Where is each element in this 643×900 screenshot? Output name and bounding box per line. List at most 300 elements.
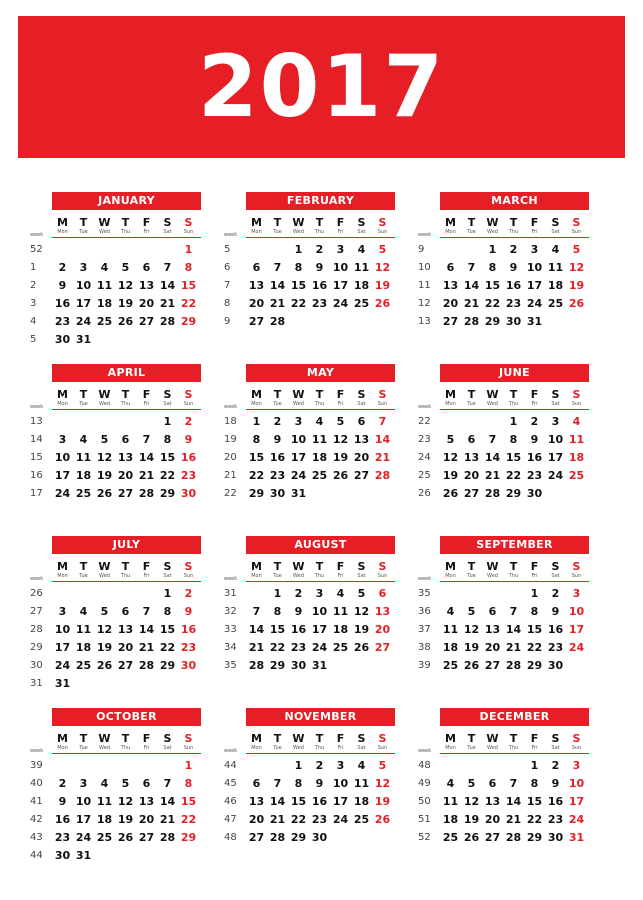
- day-cell: 12: [117, 279, 134, 292]
- day-cell: 25: [75, 659, 92, 672]
- day-cell: 10: [568, 605, 585, 618]
- day-cell: 16: [54, 297, 71, 310]
- weekday-header-row: [440, 561, 589, 581]
- day-cell: 27: [442, 315, 459, 328]
- weekday-letter: T: [315, 388, 324, 401]
- week-number: 17: [30, 488, 43, 499]
- day-cell: 20: [463, 469, 480, 482]
- day-cell: 10: [311, 605, 328, 618]
- day-cell: 29: [180, 831, 197, 844]
- day-cell: 22: [248, 469, 265, 482]
- weekday-abbr: Fri: [531, 573, 538, 579]
- day-cell: 26: [374, 297, 391, 310]
- day-cell: 19: [117, 813, 134, 826]
- day-cell: 6: [357, 415, 366, 428]
- day-cell: 11: [96, 279, 113, 292]
- day-cell: 16: [290, 623, 307, 636]
- weekday-abbr: Wed: [293, 401, 304, 407]
- day-cell: 26: [353, 641, 370, 654]
- day-cell: 25: [353, 813, 370, 826]
- day-cell: 22: [159, 469, 176, 482]
- day-cell: 8: [294, 777, 303, 790]
- header-divider: [246, 581, 395, 582]
- day-cell: 20: [353, 451, 370, 464]
- weekday-thu: [503, 733, 524, 751]
- day-cell: 23: [547, 641, 564, 654]
- day-cell: 26: [568, 297, 585, 310]
- day-cell: 26: [442, 487, 459, 500]
- day-cell: 16: [505, 279, 522, 292]
- day-cell: 11: [568, 433, 585, 446]
- day-cell: 6: [378, 587, 387, 600]
- week-row: [418, 775, 589, 793]
- day-cell: 21: [463, 297, 480, 310]
- day-cell: 9: [294, 605, 303, 618]
- day-cell: 25: [353, 297, 370, 310]
- week-number: 41: [30, 796, 43, 807]
- weekday-letter: W: [292, 216, 305, 229]
- day-cell: 25: [75, 487, 92, 500]
- month-header: JANUARY: [52, 192, 201, 210]
- day-cell: 12: [117, 795, 134, 808]
- weekday-abbr: Mon: [57, 573, 68, 579]
- day-cell: 18: [96, 297, 113, 310]
- day-cell: 12: [353, 605, 370, 618]
- day-cell: 29: [248, 487, 265, 500]
- weekday-abbr: Mon: [57, 745, 68, 751]
- day-cell: 31: [75, 333, 92, 346]
- weekday-abbr: Wed: [487, 745, 498, 751]
- day-cell: 28: [159, 315, 176, 328]
- day-cell: 24: [54, 487, 71, 500]
- weekday-abbr: Fri: [531, 401, 538, 407]
- weekday-letter: T: [509, 560, 518, 573]
- week-number: 32: [224, 606, 237, 617]
- day-cell: 3: [79, 261, 88, 274]
- day-cell: 10: [290, 433, 307, 446]
- day-cell: 8: [488, 261, 497, 274]
- day-cell: 20: [117, 469, 134, 482]
- weekday-letter: W: [292, 560, 305, 573]
- weekday-letter: S: [357, 388, 366, 401]
- weekday-letter: S: [551, 388, 560, 401]
- day-cell: 16: [180, 623, 197, 636]
- week-row: [418, 639, 589, 657]
- day-cell: 2: [315, 759, 324, 772]
- day-cell: 26: [332, 469, 349, 482]
- day-cell: 14: [138, 451, 155, 464]
- day-cell: 7: [488, 433, 497, 446]
- week-row: [30, 757, 201, 775]
- weekday-sat: [351, 733, 372, 751]
- day-cell: 29: [180, 315, 197, 328]
- day-cell: 21: [138, 641, 155, 654]
- weekday-abbr: Thu: [508, 745, 519, 751]
- day-cell: 6: [121, 605, 130, 618]
- day-cell: 2: [551, 587, 560, 600]
- day-cell: 13: [248, 279, 265, 292]
- day-cell: 9: [530, 433, 539, 446]
- weekday-sun: [178, 561, 199, 579]
- day-cell: 8: [294, 261, 303, 274]
- day-cell: 4: [336, 587, 345, 600]
- day-cell: 25: [442, 831, 459, 844]
- weekday-letter: M: [57, 216, 68, 229]
- day-cell: 11: [442, 623, 459, 636]
- day-cell: 10: [332, 261, 349, 274]
- weekday-letter: S: [163, 216, 172, 229]
- day-cell: 30: [180, 487, 197, 500]
- day-cell: 5: [467, 605, 476, 618]
- day-cell: 4: [79, 433, 88, 446]
- day-cell: 1: [184, 243, 193, 256]
- day-cell: 30: [505, 315, 522, 328]
- day-cell: 18: [353, 279, 370, 292]
- week-column-label: week: [30, 576, 44, 582]
- day-cell: 24: [290, 469, 307, 482]
- day-cell: 7: [163, 777, 172, 790]
- day-cell: 14: [159, 279, 176, 292]
- day-cell: 29: [484, 315, 501, 328]
- weekday-wed: [94, 561, 115, 579]
- week-number: 40: [30, 778, 43, 789]
- day-cell: 15: [269, 623, 286, 636]
- day-cell: 2: [58, 261, 67, 274]
- weekday-abbr: Sun: [377, 401, 388, 407]
- day-cell: 8: [509, 433, 518, 446]
- day-cell: 20: [138, 813, 155, 826]
- day-cell: 30: [180, 659, 197, 672]
- week-number: 26: [30, 588, 43, 599]
- weekday-letter: F: [142, 216, 151, 229]
- month-september: [418, 536, 588, 696]
- week-number: 27: [30, 606, 43, 617]
- weekday-letter: T: [467, 388, 476, 401]
- week-row: [30, 259, 201, 277]
- day-cell: 6: [142, 777, 151, 790]
- weekday-abbr: Sun: [571, 573, 582, 579]
- day-cell: 8: [163, 433, 172, 446]
- weekday-letter: S: [163, 560, 172, 573]
- day-cell: 28: [505, 659, 522, 672]
- weekday-abbr: Wed: [293, 745, 304, 751]
- day-cell: 12: [463, 623, 480, 636]
- day-cell: 10: [75, 279, 92, 292]
- day-cell: 17: [568, 795, 585, 808]
- weekday-tue: [461, 217, 482, 235]
- weekday-sat: [157, 561, 178, 579]
- day-cell: 20: [248, 297, 265, 310]
- weekday-abbr: Mon: [57, 229, 68, 235]
- week-number: 37: [418, 624, 431, 635]
- week-column-label: week: [418, 404, 432, 410]
- day-cell: 9: [315, 777, 324, 790]
- week-row: [30, 313, 201, 331]
- month-november: [224, 708, 394, 868]
- weekday-letter: T: [79, 560, 88, 573]
- day-cell: 30: [269, 487, 286, 500]
- day-cell: 17: [332, 279, 349, 292]
- weekday-sun: [178, 389, 199, 407]
- day-cell: 20: [138, 297, 155, 310]
- weekday-abbr: Sat: [163, 745, 172, 751]
- month-january: [30, 192, 200, 352]
- day-cell: 14: [484, 451, 501, 464]
- day-cell: 24: [311, 641, 328, 654]
- week-number: 10: [418, 262, 431, 273]
- week-column-label: week: [418, 576, 432, 582]
- day-cell: 23: [180, 469, 197, 482]
- weekday-letter: S: [184, 732, 193, 745]
- week-number: 23: [418, 434, 431, 445]
- day-cell: 11: [75, 623, 92, 636]
- weekday-sun: [178, 733, 199, 751]
- week-row: [224, 603, 395, 621]
- week-row: [30, 775, 201, 793]
- weekday-abbr: Mon: [251, 745, 262, 751]
- day-cell: 19: [96, 641, 113, 654]
- day-cell: 21: [484, 469, 501, 482]
- day-cell: 6: [121, 433, 130, 446]
- day-cell: 21: [159, 813, 176, 826]
- weekday-wed: [482, 733, 503, 751]
- day-cell: 13: [374, 605, 391, 618]
- week-row: [224, 485, 395, 503]
- day-cell: 27: [484, 659, 501, 672]
- weekday-fri: [524, 389, 545, 407]
- weekday-abbr: Tue: [79, 573, 88, 579]
- weekday-wed: [94, 733, 115, 751]
- day-cell: 7: [467, 261, 476, 274]
- weekday-sun: [178, 217, 199, 235]
- day-cell: 8: [163, 605, 172, 618]
- day-cell: 21: [505, 641, 522, 654]
- day-cell: 4: [100, 777, 109, 790]
- week-number: 44: [224, 760, 237, 771]
- weekday-thu: [309, 389, 330, 407]
- weekday-sat: [351, 217, 372, 235]
- day-cell: 28: [248, 659, 265, 672]
- day-cell: 13: [117, 451, 134, 464]
- day-cell: 7: [509, 777, 518, 790]
- day-cell: 17: [54, 469, 71, 482]
- week-row: [224, 431, 395, 449]
- week-number: 5: [224, 244, 231, 255]
- header-divider: [440, 409, 589, 410]
- day-cell: 15: [484, 279, 501, 292]
- week-row: [30, 413, 201, 431]
- day-cell: 28: [269, 831, 286, 844]
- week-number: 22: [224, 488, 237, 499]
- day-cell: 5: [378, 243, 387, 256]
- day-cell: 1: [273, 587, 282, 600]
- day-cell: 15: [526, 623, 543, 636]
- week-row: [30, 639, 201, 657]
- weekday-letter: W: [98, 388, 111, 401]
- weekday-letter: F: [336, 216, 345, 229]
- weekday-abbr: Sat: [551, 573, 560, 579]
- weekday-abbr: Mon: [251, 573, 262, 579]
- month-header: JUNE: [440, 364, 589, 382]
- day-cell: 19: [463, 813, 480, 826]
- week-row: [418, 295, 589, 313]
- weekday-letter: T: [273, 732, 282, 745]
- weekday-abbr: Tue: [467, 573, 476, 579]
- day-cell: 31: [290, 487, 307, 500]
- weekday-tue: [267, 561, 288, 579]
- weekday-letter: S: [572, 216, 581, 229]
- day-cell: 14: [269, 279, 286, 292]
- week-column-label: week: [30, 232, 44, 238]
- day-cell: 25: [547, 297, 564, 310]
- day-cell: 18: [547, 279, 564, 292]
- weekday-fri: [136, 561, 157, 579]
- weekday-letter: T: [121, 388, 130, 401]
- day-cell: 7: [273, 261, 282, 274]
- weekday-letter: S: [572, 388, 581, 401]
- day-cell: 13: [248, 795, 265, 808]
- weekday-letter: S: [184, 216, 193, 229]
- day-cell: 10: [75, 795, 92, 808]
- day-cell: 30: [54, 849, 71, 862]
- weekday-fri: [136, 733, 157, 751]
- day-cell: 4: [446, 605, 455, 618]
- day-cell: 26: [374, 813, 391, 826]
- day-cell: 9: [551, 605, 560, 618]
- week-number: 45: [224, 778, 237, 789]
- weekday-sat: [545, 733, 566, 751]
- weekday-abbr: Tue: [467, 745, 476, 751]
- weekday-mon: [52, 733, 73, 751]
- day-cell: 22: [180, 297, 197, 310]
- weekday-letter: W: [98, 216, 111, 229]
- day-cell: 1: [163, 587, 172, 600]
- week-row: [418, 413, 589, 431]
- day-cell: 18: [75, 469, 92, 482]
- weekday-header-row: [246, 389, 395, 409]
- day-cell: 15: [180, 279, 197, 292]
- week-number: 25: [418, 470, 431, 481]
- week-row: [30, 621, 201, 639]
- day-cell: 13: [484, 623, 501, 636]
- weekday-thu: [503, 389, 524, 407]
- day-cell: 24: [526, 297, 543, 310]
- weekday-abbr: Fri: [337, 229, 344, 235]
- day-cell: 29: [159, 487, 176, 500]
- day-cell: 4: [315, 415, 324, 428]
- weekday-fri: [136, 389, 157, 407]
- day-cell: 21: [248, 641, 265, 654]
- weekday-letter: M: [57, 560, 68, 573]
- day-cell: 11: [547, 261, 564, 274]
- day-cell: 26: [96, 487, 113, 500]
- week-number: 52: [30, 244, 43, 255]
- day-cell: 1: [163, 415, 172, 428]
- month-october: [30, 708, 200, 868]
- day-cell: 6: [142, 261, 151, 274]
- day-cell: 23: [54, 831, 71, 844]
- day-cell: 27: [117, 659, 134, 672]
- weekday-letter: T: [315, 560, 324, 573]
- weekday-abbr: Tue: [273, 229, 282, 235]
- week-row: [30, 277, 201, 295]
- weekday-header-row: [246, 561, 395, 581]
- week-number: 18: [224, 416, 237, 427]
- week-row: [224, 793, 395, 811]
- weekday-wed: [288, 561, 309, 579]
- month-header: DECEMBER: [440, 708, 589, 726]
- day-cell: 17: [332, 795, 349, 808]
- day-cell: 16: [180, 451, 197, 464]
- week-number: 3: [30, 298, 37, 309]
- day-cell: 27: [138, 831, 155, 844]
- day-cell: 22: [159, 641, 176, 654]
- weekday-letter: S: [378, 560, 387, 573]
- weekday-letter: T: [315, 732, 324, 745]
- day-cell: 27: [117, 487, 134, 500]
- weekday-fri: [524, 217, 545, 235]
- day-cell: 10: [54, 451, 71, 464]
- month-header: MARCH: [440, 192, 589, 210]
- weekday-abbr: Sun: [377, 573, 388, 579]
- weekday-mon: [246, 733, 267, 751]
- day-cell: 25: [332, 641, 349, 654]
- week-column-label: week: [418, 748, 432, 754]
- day-cell: 3: [530, 243, 539, 256]
- day-cell: 6: [467, 433, 476, 446]
- weekday-letter: S: [551, 732, 560, 745]
- weekday-sun: [372, 389, 393, 407]
- week-number: 52: [418, 832, 431, 843]
- weekday-abbr: Mon: [251, 401, 262, 407]
- weekday-letter: W: [98, 732, 111, 745]
- week-number: 24: [418, 452, 431, 463]
- day-cell: 11: [332, 605, 349, 618]
- week-number: 5: [30, 334, 37, 345]
- weekday-abbr: Tue: [273, 401, 282, 407]
- week-row: [224, 775, 395, 793]
- month-july: [30, 536, 200, 696]
- week-row: [418, 657, 589, 675]
- week-row: [224, 277, 395, 295]
- weekday-letter: T: [509, 388, 518, 401]
- weekday-tue: [73, 733, 94, 751]
- weekday-thu: [503, 217, 524, 235]
- day-cell: 11: [442, 795, 459, 808]
- day-cell: 18: [442, 641, 459, 654]
- month-december: [418, 708, 588, 868]
- week-number: 22: [418, 416, 431, 427]
- day-cell: 5: [446, 433, 455, 446]
- weekday-fri: [330, 217, 351, 235]
- day-cell: 5: [467, 777, 476, 790]
- week-row: [224, 449, 395, 467]
- weekday-abbr: Thu: [508, 229, 519, 235]
- day-cell: 16: [269, 451, 286, 464]
- day-cell: 9: [273, 433, 282, 446]
- week-row: [418, 259, 589, 277]
- day-cell: 18: [568, 451, 585, 464]
- day-cell: 28: [505, 831, 522, 844]
- weekday-fri: [524, 561, 545, 579]
- day-cell: 17: [311, 623, 328, 636]
- day-cell: 10: [526, 261, 543, 274]
- day-cell: 27: [248, 831, 265, 844]
- week-number: 47: [224, 814, 237, 825]
- day-cell: 13: [442, 279, 459, 292]
- day-cell: 16: [547, 623, 564, 636]
- day-cell: 8: [530, 605, 539, 618]
